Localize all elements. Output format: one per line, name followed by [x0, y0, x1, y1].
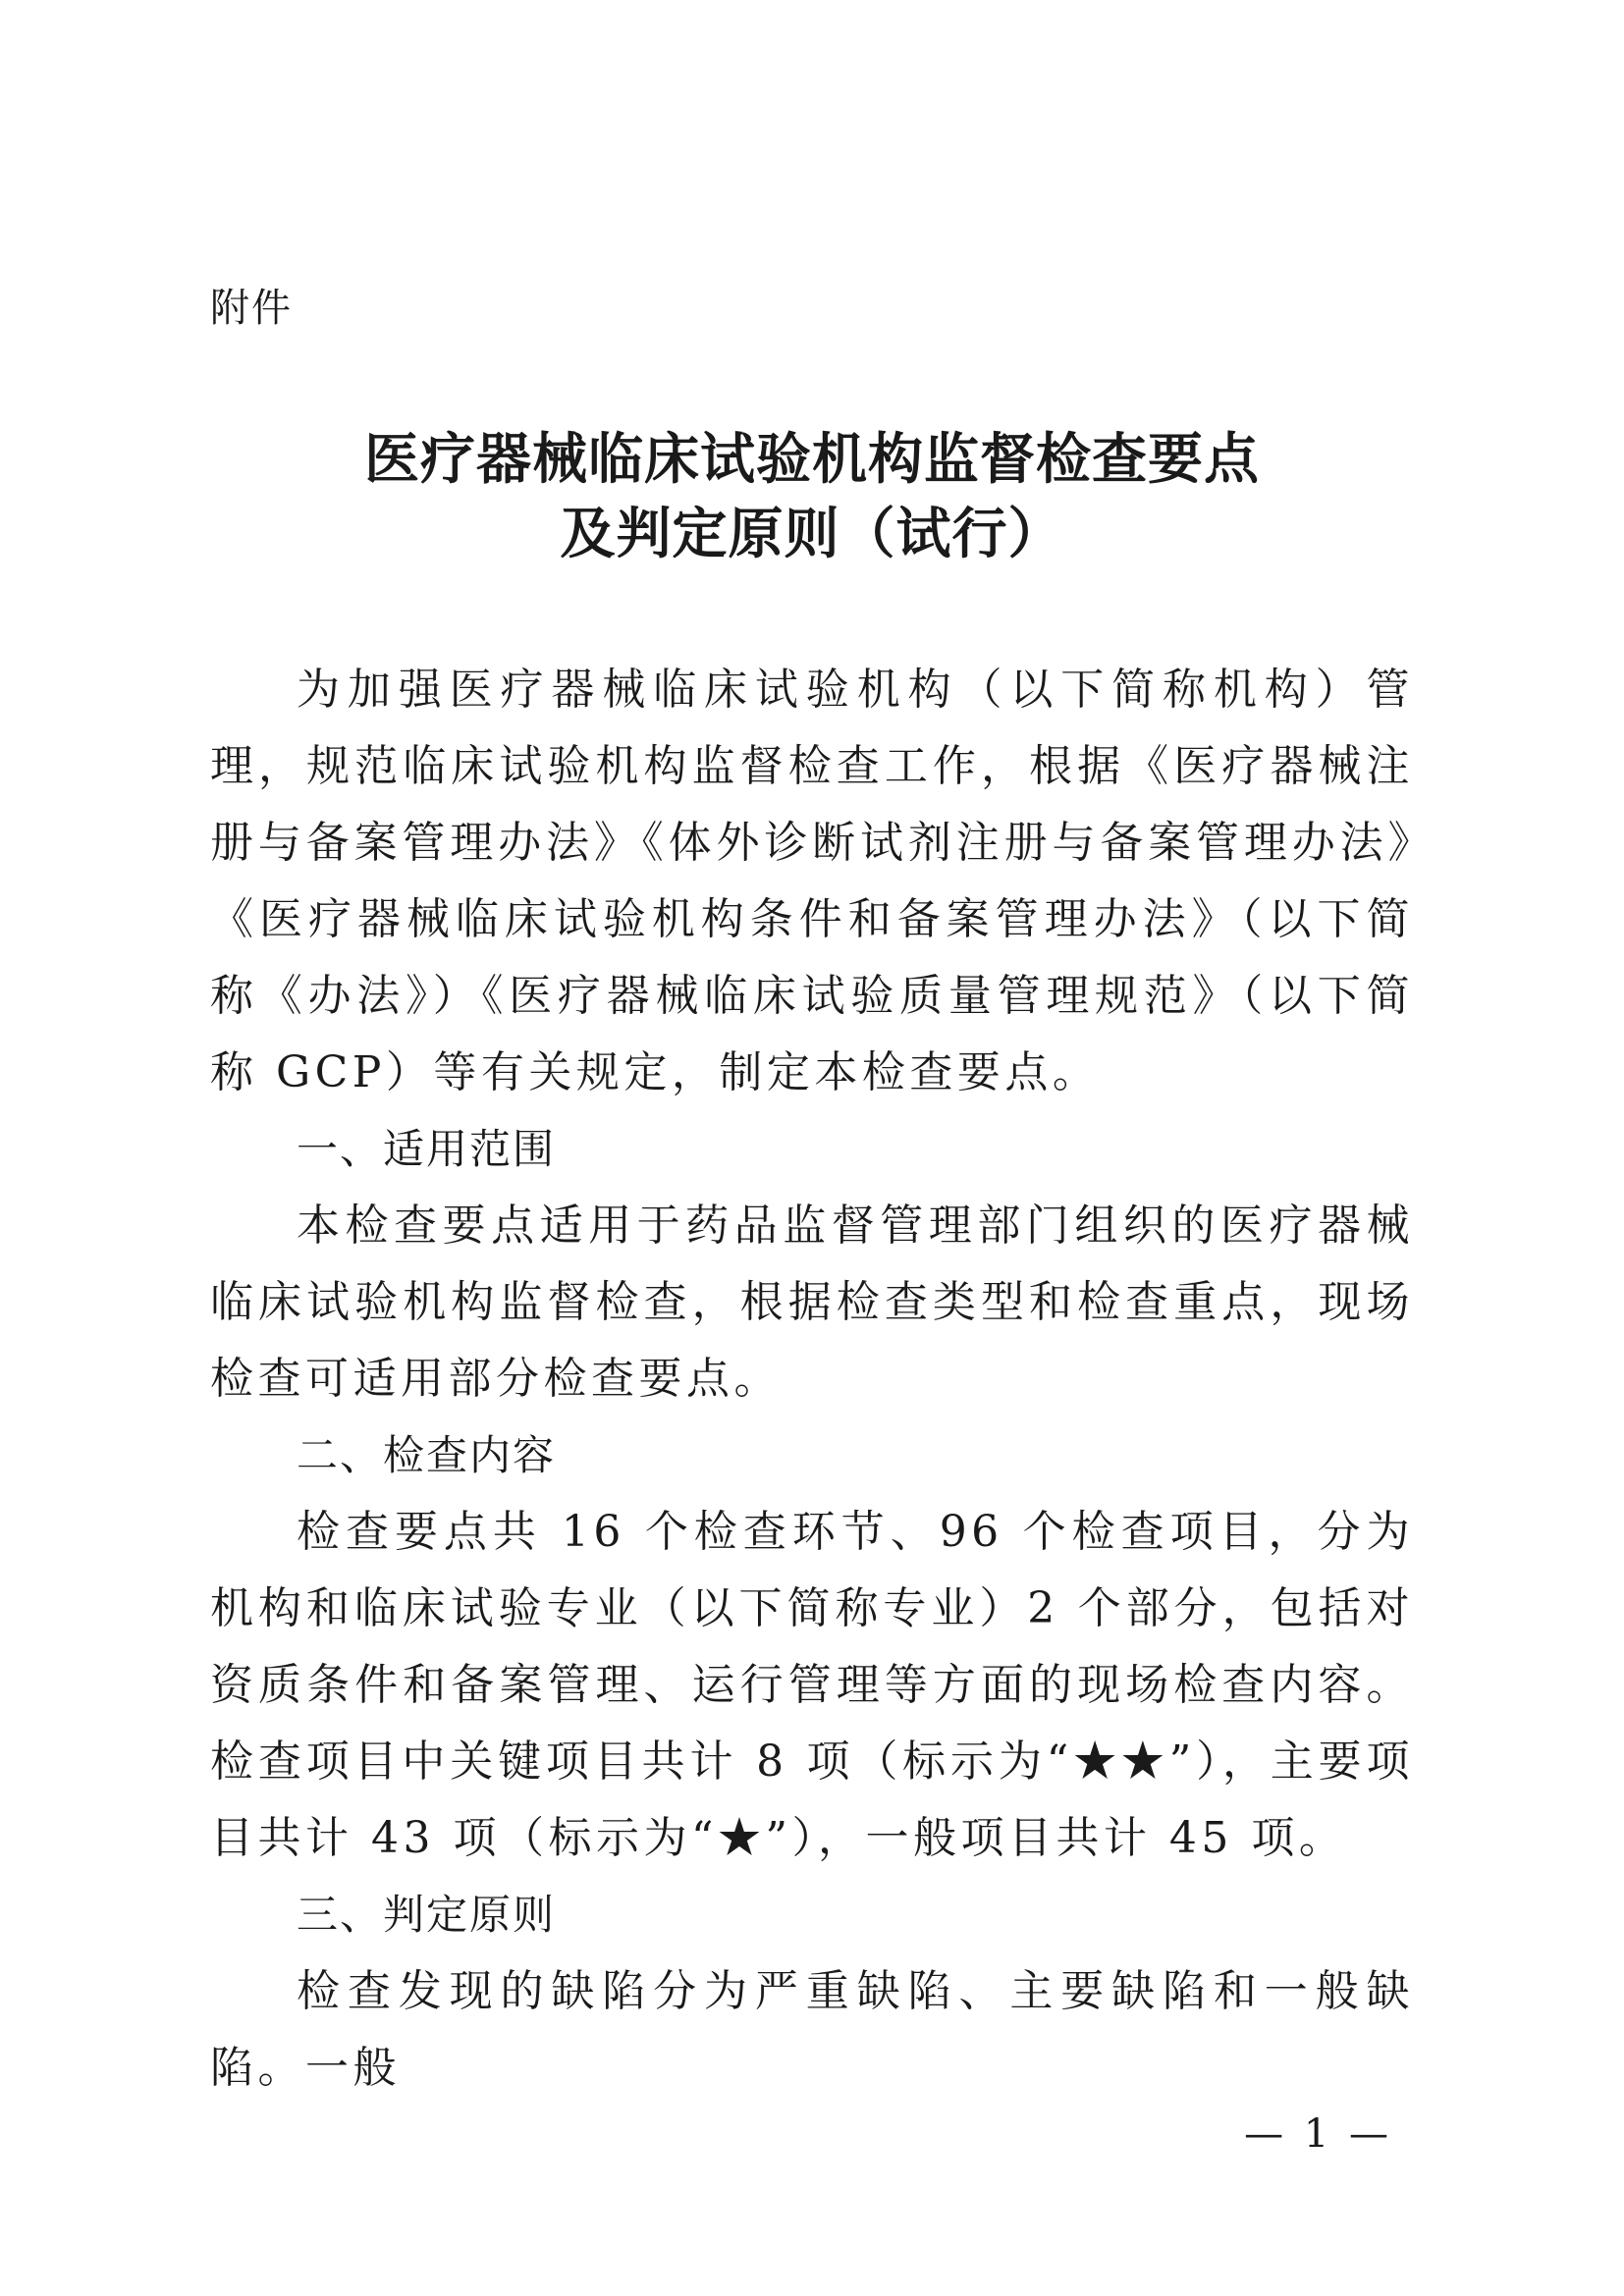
section-heading-content: 二、检查内容 [297, 1431, 557, 1479]
document-title-line-2: 及判定原则（试行） [560, 502, 1064, 566]
section-heading-principles: 三、判定原则 [297, 1891, 557, 1939]
section-heading-scope: 一、适用范围 [297, 1125, 557, 1173]
section-paragraph-principles: 检查发现的缺陷分为严重缺陷、主要缺陷和一般缺陷。一般 [210, 1966, 1414, 2093]
document-title-line-1: 医疗器械临床试验机构监督检查要点 [364, 427, 1260, 492]
attachment-label: 附件 [210, 286, 293, 331]
document-body [210, 652, 1414, 2107]
section-paragraph-content: 检查要点共 16 个检查环节、96 个检查项目，分为机构和临床试验专业（以下简称专业）2 个部分，包括对资质条件和备案管理、运行管理等方面的现场检查内容。检查项目中关键项目共计 8 项（标示为“★★”），主要项目共计 43 项（标示为“★”），一般项目共计 45 项。 [210, 1507, 1414, 1863]
intro-paragraph: 为加强医疗器械临床试验机构（以下简称机构）管理，规范临床试验机构监督检查工作，根据《医疗器械注册与备案管理办法》《体外诊断试剂注册与备案管理办法》《医疗器械临床试验机构条件和备案管理办法》（以下简称《办法》）《医疗器械临床试验质量管理规范》（以下简称 GCP）等有关规定，制定本检查要点。 [210, 665, 1414, 1097]
section-paragraph-scope: 本检查要点适用于药品监督管理部门组织的医疗器械临床试验机构监督检查，根据检查类型和检查重点，现场检查可适用部分检查要点。 [210, 1201, 1414, 1404]
page-number: — 1 — [1244, 2111, 1392, 2157]
